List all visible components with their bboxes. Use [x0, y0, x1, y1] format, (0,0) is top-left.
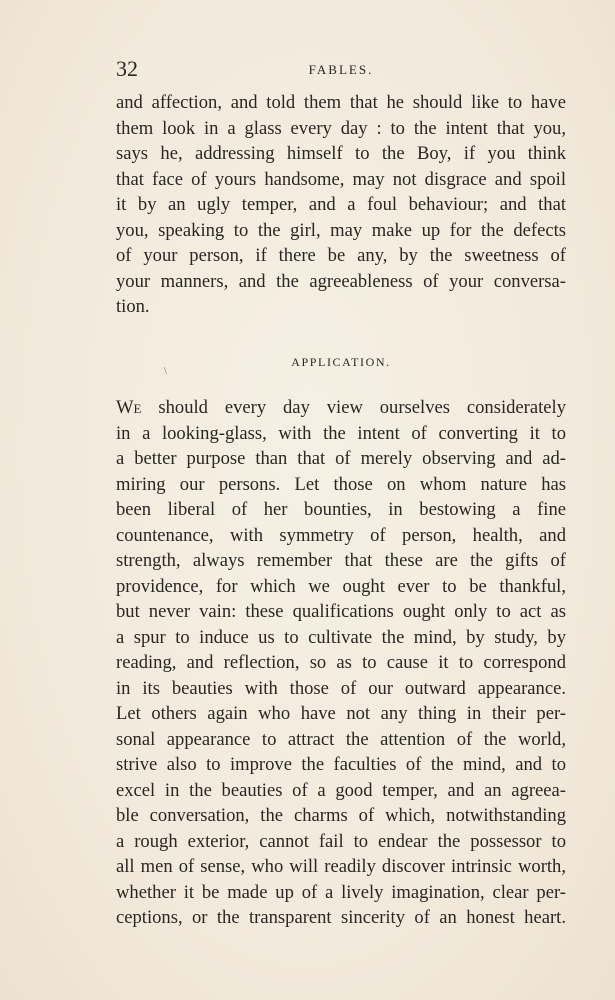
text-line: strive also to improve the faculties of the mind, and to [116, 754, 566, 775]
text-line: of your person, if there be any, by the sweetness of [116, 245, 566, 266]
text-line: you, speaking to the girl, may make up for the defects [116, 219, 566, 241]
section-heading: APPLICATION. [291, 355, 391, 369]
application-paragraph [116, 395, 566, 931]
text-line: all men of sense, who will readily discover intrinsic worth, [116, 856, 566, 877]
text-line: countenance, with symmetry of person, health, and [116, 524, 566, 546]
text-line: in a looking-glass, with the intent of converting it to [116, 422, 566, 444]
text-line: miring our persons. Let those on whom nature has [116, 473, 566, 495]
text-line [116, 395, 566, 421]
text-line: providence, for which we ought ever to be thankful, [116, 575, 566, 597]
fable-paragraph [116, 90, 566, 320]
running-title: FABLES. [308, 62, 374, 77]
text-line: says he, addressing himself to the Boy, if you think [116, 143, 566, 164]
text-line: but never vain: these qualifications ought only to act as [116, 601, 566, 622]
page-number: 32 [116, 56, 138, 81]
text-line: in its beauties with those of our outward appearance. [116, 677, 566, 699]
ink-speck: \ [164, 366, 167, 377]
text-line: and affection, and told them that he should like to have [116, 92, 566, 113]
text-line: been liberal of her bounties, in bestowing a fine [116, 499, 566, 520]
text-line: reading, and reflection, so as to cause it to correspond [116, 652, 566, 673]
text-line: Let others again who have not any thing in their per- [116, 703, 566, 724]
text-line: strength, always remember that these are the gifts of [116, 550, 566, 571]
text-line: a better purpose than that of merely observing and ad- [116, 448, 566, 469]
text-line: tion. [116, 296, 150, 317]
text-line: them look in a glass every day : to the intent that you, [116, 117, 566, 139]
opening-word: We [116, 397, 142, 418]
text-line: ble conversation, the charms of which, notwithstanding [116, 805, 566, 826]
text-line: a rough exterior, cannot fail to endear the possessor to [116, 830, 566, 852]
text-line: ceptions, or the transparent sincerity of an honest heart. [116, 907, 566, 928]
running-head [116, 56, 566, 84]
text-line: excel in the beauties of a good temper, and an agreea- [116, 779, 566, 801]
text-line-rest: should every day view ourselves considerately [141, 397, 566, 418]
text-line: sonal appearance to attract the attention of the world, [116, 728, 566, 750]
text-line: that face of yours handsome, may not disgrace and spoil [116, 168, 566, 190]
text-line: your manners, and the agreeableness of your conversa- [116, 270, 566, 292]
text-line: it by an ugly temper, and a foul behaviour; and that [116, 194, 566, 215]
text-line: a spur to induce us to cultivate the mind, by study, by [116, 626, 566, 648]
text-line: whether it be made up of a lively imagination, clear per- [116, 881, 566, 903]
